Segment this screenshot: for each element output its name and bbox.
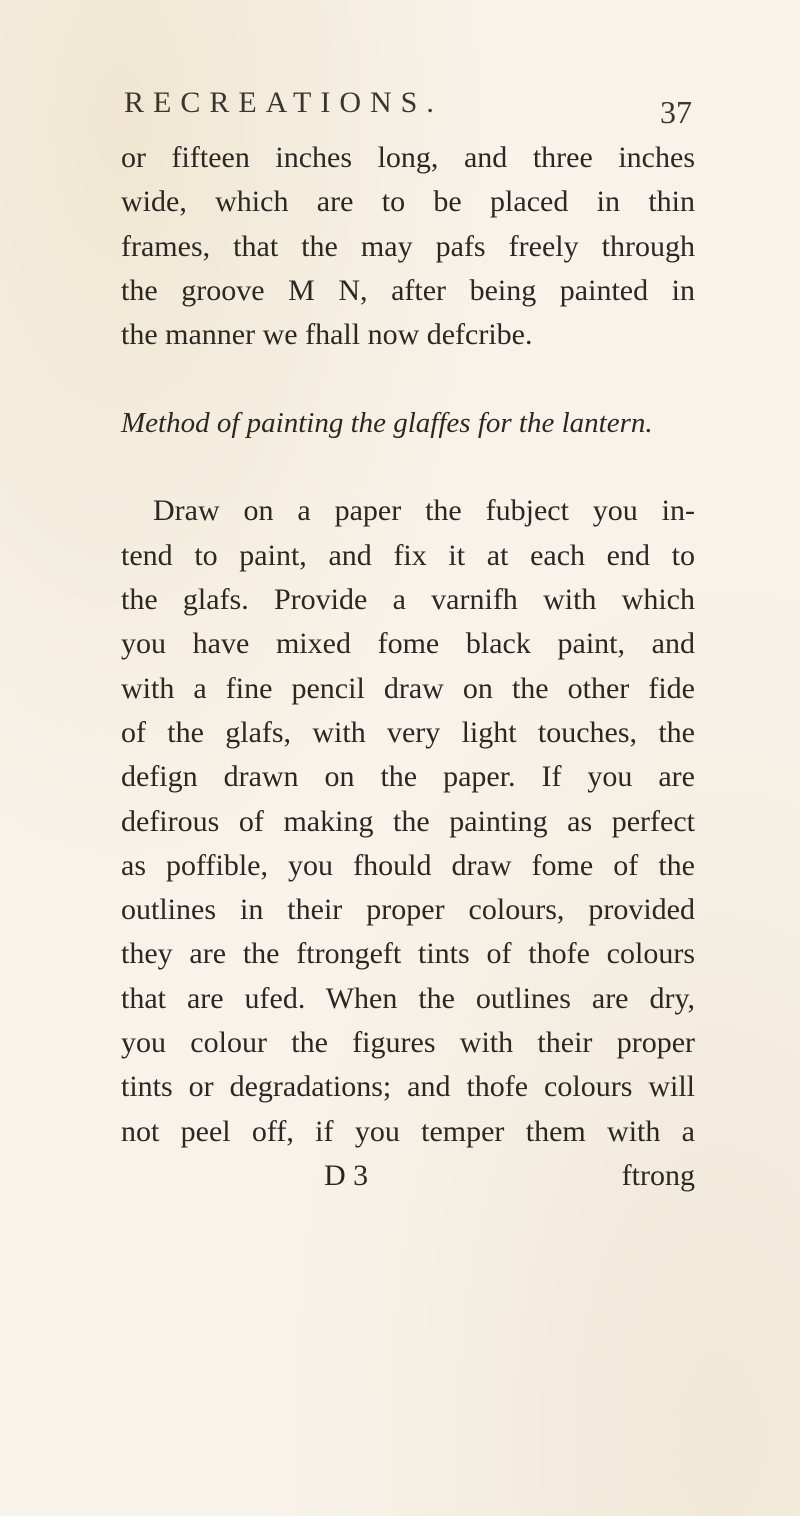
text-line: you have mixed fome black paint, and (121, 627, 695, 661)
text-line: wide, which are to be placed in thin (121, 185, 695, 219)
paragraph (121, 136, 695, 357)
footer-line (121, 1154, 695, 1198)
text-line: with a fine pencil draw on the other fide (121, 671, 695, 705)
section-gap (121, 357, 695, 401)
text-line: that are ufed. When the outlines are dry, (121, 981, 695, 1015)
text-line: the groove M N, after being painted in (121, 273, 695, 307)
catchword: ftrong (621, 1158, 695, 1192)
section-gap (121, 445, 695, 489)
text-line: they are the ftrongeft tints of thofe colours (121, 937, 695, 971)
signature-mark: D 3 (324, 1158, 369, 1192)
paragraph (121, 489, 695, 1153)
text-line: outlines in their proper colours, provided (121, 893, 695, 927)
body-text (121, 136, 695, 1198)
text-line: not peel off, if you temper them with a (121, 1114, 695, 1148)
text-line: the manner we fhall now defcribe. (121, 318, 533, 352)
page-number: 37 (660, 94, 692, 130)
section-heading: Method of painting the glaffes for the lantern. (121, 407, 653, 440)
text-line: Draw on a paper the fubject you in- (153, 494, 695, 528)
text-line: tints or degradations; and thofe colours will (121, 1070, 695, 1104)
text-line: tend to paint, and fix it at each end to (121, 538, 695, 572)
text-line: or fifteen inches long, and three inches (121, 141, 695, 174)
page-footer (121, 1154, 695, 1198)
text-line: defirous of making the painting as perfect (121, 804, 695, 838)
text-line: defign drawn on the paper. If you are (121, 760, 695, 794)
running-title: RECREATIONS. (124, 86, 443, 119)
text-line: frames, that the may pafs freely through (121, 229, 695, 263)
text-line: you colour the figures with their proper (121, 1026, 695, 1060)
text-line: the glafs. Provide a varnifh with which (121, 583, 695, 617)
text-line: of the glafs, with very light touches, the (121, 715, 695, 749)
text-line: as poffible, you fhould draw fome of the (121, 848, 695, 882)
